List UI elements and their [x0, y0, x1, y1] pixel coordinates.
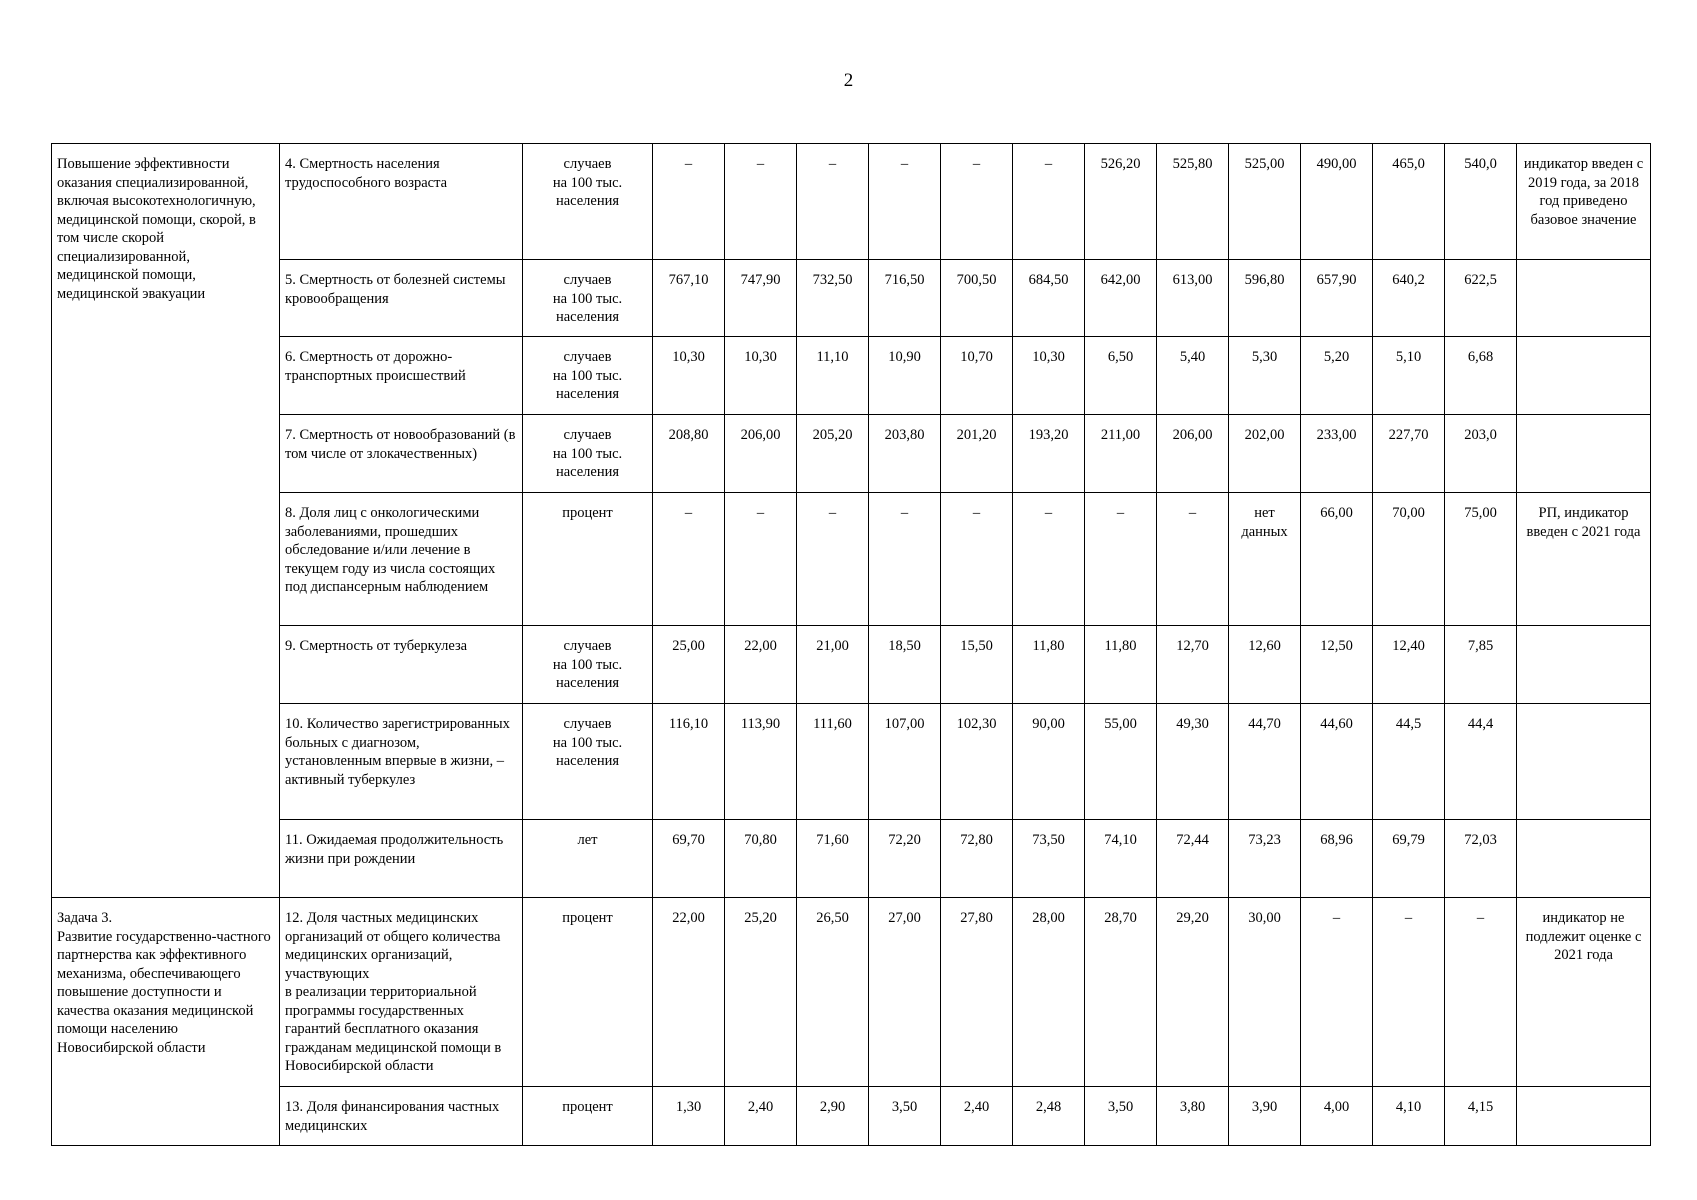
value-cell: 74,10 [1085, 820, 1157, 898]
value-cell: 72,44 [1157, 820, 1229, 898]
value-cell: 68,96 [1301, 820, 1373, 898]
value-cell: 70,00 [1373, 493, 1445, 626]
value-cell: 596,80 [1229, 260, 1301, 337]
table-row [52, 493, 1651, 626]
value-cell: 613,00 [1157, 260, 1229, 337]
value-cell: 29,20 [1157, 898, 1229, 1087]
value-cell: 622,5 [1445, 260, 1517, 337]
note-cell [1517, 626, 1651, 704]
value-cell: 90,00 [1013, 704, 1085, 820]
indicators-table-body [52, 144, 1651, 1146]
value-cell: 44,60 [1301, 704, 1373, 820]
value-cell: 49,30 [1157, 704, 1229, 820]
value-cell: 15,50 [941, 626, 1013, 704]
value-cell: – [1013, 493, 1085, 626]
value-cell: 525,80 [1157, 144, 1229, 260]
value-cell: 75,00 [1445, 493, 1517, 626]
indicator-cell: 6. Смертность от дорожно-транспортных происшествий [280, 337, 523, 415]
value-cell: 28,70 [1085, 898, 1157, 1087]
note-cell: индикатор не подлежит оценке с 2021 года [1517, 898, 1651, 1087]
value-cell: 3,90 [1229, 1087, 1301, 1146]
value-cell: 211,00 [1085, 415, 1157, 493]
value-cell: 490,00 [1301, 144, 1373, 260]
value-cell: 465,0 [1373, 144, 1445, 260]
value-cell: 11,80 [1085, 626, 1157, 704]
unit-cell: случаев на 100 тыс. населения [523, 626, 653, 704]
value-cell: – [1445, 898, 1517, 1087]
value-cell: 3,50 [869, 1087, 941, 1146]
value-cell: 7,85 [1445, 626, 1517, 704]
value-cell: 69,70 [653, 820, 725, 898]
value-cell: 18,50 [869, 626, 941, 704]
value-cell: 6,50 [1085, 337, 1157, 415]
value-cell: 44,5 [1373, 704, 1445, 820]
indicator-cell: 5. Смертность от болезней системы кровообращения [280, 260, 523, 337]
value-cell: 525,00 [1229, 144, 1301, 260]
note-cell [1517, 260, 1651, 337]
unit-cell: случаев на 100 тыс. населения [523, 260, 653, 337]
value-cell: 1,30 [653, 1087, 725, 1146]
value-cell: 12,40 [1373, 626, 1445, 704]
table-row [52, 898, 1651, 1087]
table-row [52, 1087, 1651, 1146]
value-cell: – [1373, 898, 1445, 1087]
table-row [52, 337, 1651, 415]
value-cell: 12,60 [1229, 626, 1301, 704]
value-cell: 233,00 [1301, 415, 1373, 493]
value-cell: 642,00 [1085, 260, 1157, 337]
value-cell: – [797, 493, 869, 626]
value-cell: 72,03 [1445, 820, 1517, 898]
value-cell: 44,4 [1445, 704, 1517, 820]
value-cell: – [1085, 493, 1157, 626]
value-cell: 55,00 [1085, 704, 1157, 820]
value-cell: 12,70 [1157, 626, 1229, 704]
table-row [52, 704, 1651, 820]
unit-cell: случаев на 100 тыс. населения [523, 704, 653, 820]
value-cell: 540,0 [1445, 144, 1517, 260]
note-cell: РП, индикатор введен с 2021 года [1517, 493, 1651, 626]
value-cell: 10,90 [869, 337, 941, 415]
value-cell: 10,30 [1013, 337, 1085, 415]
value-cell: 4,00 [1301, 1087, 1373, 1146]
value-cell: 203,80 [869, 415, 941, 493]
value-cell: 4,10 [1373, 1087, 1445, 1146]
value-cell: – [725, 493, 797, 626]
unit-cell: случаев на 100 тыс. населения [523, 144, 653, 260]
value-cell: 116,10 [653, 704, 725, 820]
indicators-table [51, 143, 1651, 1146]
value-cell: 10,30 [725, 337, 797, 415]
table-row [52, 260, 1651, 337]
table-row [52, 415, 1651, 493]
value-cell: 22,00 [653, 898, 725, 1087]
value-cell: 28,00 [1013, 898, 1085, 1087]
value-cell: 732,50 [797, 260, 869, 337]
value-cell: 193,20 [1013, 415, 1085, 493]
value-cell: – [941, 493, 1013, 626]
value-cell: 2,40 [725, 1087, 797, 1146]
value-cell: 44,70 [1229, 704, 1301, 820]
task-cell: Задача 3. Развитие государственно-частного партнерства как эффективного механизма, обеспечивающего повышение доступности и качества оказания медицинской помощи населению Новосибирской области [52, 898, 280, 1146]
indicator-cell: 10. Количество зарегистрированных больных с диагнозом, установленным впервые в жизни, – активный туберкулез [280, 704, 523, 820]
value-cell: 26,50 [797, 898, 869, 1087]
value-cell: 640,2 [1373, 260, 1445, 337]
note-cell [1517, 820, 1651, 898]
value-cell: 111,60 [797, 704, 869, 820]
value-cell: – [1301, 898, 1373, 1087]
indicator-cell: 13. Доля финансирования частных медицинских [280, 1087, 523, 1146]
value-cell: 27,80 [941, 898, 1013, 1087]
value-cell: 69,79 [1373, 820, 1445, 898]
task-cell: Повышение эффективности оказания специализированной, включая высокотехнологичную, медицинской помощи, скорой, в том числе скорой специализированной, медицинской помощи, медицинской эвакуации [52, 144, 280, 898]
value-cell: 767,10 [653, 260, 725, 337]
value-cell: 113,90 [725, 704, 797, 820]
value-cell: 11,10 [797, 337, 869, 415]
value-cell: – [725, 144, 797, 260]
value-cell: 70,80 [725, 820, 797, 898]
value-cell: 30,00 [1229, 898, 1301, 1087]
value-cell: 21,00 [797, 626, 869, 704]
unit-cell: лет [523, 820, 653, 898]
value-cell: 11,80 [1013, 626, 1085, 704]
value-cell: 526,20 [1085, 144, 1157, 260]
value-cell: – [797, 144, 869, 260]
indicator-cell: 12. Доля частных медицинских организаций от общего количества медицинских организаций, участвующих в реализации территориальной программы государственных гарантий бесплатного оказания гражданам медицинской помощи в Новосибирской области [280, 898, 523, 1087]
value-cell: – [941, 144, 1013, 260]
note-cell [1517, 1087, 1651, 1146]
value-cell: 206,00 [725, 415, 797, 493]
value-cell: 684,50 [1013, 260, 1085, 337]
value-cell: – [1157, 493, 1229, 626]
indicator-cell: 8. Доля лиц с онкологическими заболеваниями, прошедших обследование и/или лечение в текущем году из числа состоящих под диспансерным наблюдением [280, 493, 523, 626]
value-cell: 3,50 [1085, 1087, 1157, 1146]
table-row [52, 820, 1651, 898]
indicator-cell: 11. Ожидаемая продолжительность жизни при рождении [280, 820, 523, 898]
value-cell: 747,90 [725, 260, 797, 337]
indicator-cell: 7. Смертность от новообразований (в том числе от злокачественных) [280, 415, 523, 493]
value-cell: 10,30 [653, 337, 725, 415]
indicator-cell: 4. Смертность населения трудоспособного возраста [280, 144, 523, 260]
value-cell: 716,50 [869, 260, 941, 337]
value-cell: 2,40 [941, 1087, 1013, 1146]
value-cell: – [869, 144, 941, 260]
value-cell: нет данных [1229, 493, 1301, 626]
value-cell: 2,48 [1013, 1087, 1085, 1146]
unit-cell: случаев на 100 тыс. населения [523, 337, 653, 415]
unit-cell: процент [523, 898, 653, 1087]
value-cell: 657,90 [1301, 260, 1373, 337]
value-cell: 201,20 [941, 415, 1013, 493]
value-cell: 12,50 [1301, 626, 1373, 704]
value-cell: 107,00 [869, 704, 941, 820]
value-cell: 73,23 [1229, 820, 1301, 898]
table-row [52, 144, 1651, 260]
value-cell: 102,30 [941, 704, 1013, 820]
value-cell: 5,10 [1373, 337, 1445, 415]
note-cell: индикатор введен с 2019 года, за 2018 год приведено базовое значение [1517, 144, 1651, 260]
value-cell: 6,68 [1445, 337, 1517, 415]
page-number: 2 [843, 70, 854, 91]
value-cell: 700,50 [941, 260, 1013, 337]
value-cell: 5,30 [1229, 337, 1301, 415]
value-cell: 5,40 [1157, 337, 1229, 415]
value-cell: 25,20 [725, 898, 797, 1087]
value-cell: 5,20 [1301, 337, 1373, 415]
value-cell: 205,20 [797, 415, 869, 493]
indicator-cell: 9. Смертность от туберкулеза [280, 626, 523, 704]
value-cell: 208,80 [653, 415, 725, 493]
value-cell: 2,90 [797, 1087, 869, 1146]
value-cell: – [653, 493, 725, 626]
note-cell [1517, 415, 1651, 493]
value-cell: 206,00 [1157, 415, 1229, 493]
note-cell [1517, 337, 1651, 415]
value-cell: 22,00 [725, 626, 797, 704]
value-cell: 72,80 [941, 820, 1013, 898]
value-cell: 72,20 [869, 820, 941, 898]
value-cell: 202,00 [1229, 415, 1301, 493]
value-cell: 203,0 [1445, 415, 1517, 493]
note-cell [1517, 704, 1651, 820]
unit-cell: процент [523, 493, 653, 626]
value-cell: 27,00 [869, 898, 941, 1087]
value-cell: 73,50 [1013, 820, 1085, 898]
value-cell: – [653, 144, 725, 260]
value-cell: 227,70 [1373, 415, 1445, 493]
table-row [52, 626, 1651, 704]
value-cell: 3,80 [1157, 1087, 1229, 1146]
value-cell: 66,00 [1301, 493, 1373, 626]
value-cell: – [869, 493, 941, 626]
unit-cell: случаев на 100 тыс. населения [523, 415, 653, 493]
value-cell: – [1013, 144, 1085, 260]
value-cell: 10,70 [941, 337, 1013, 415]
unit-cell: процент [523, 1087, 653, 1146]
value-cell: 25,00 [653, 626, 725, 704]
value-cell: 4,15 [1445, 1087, 1517, 1146]
value-cell: 71,60 [797, 820, 869, 898]
